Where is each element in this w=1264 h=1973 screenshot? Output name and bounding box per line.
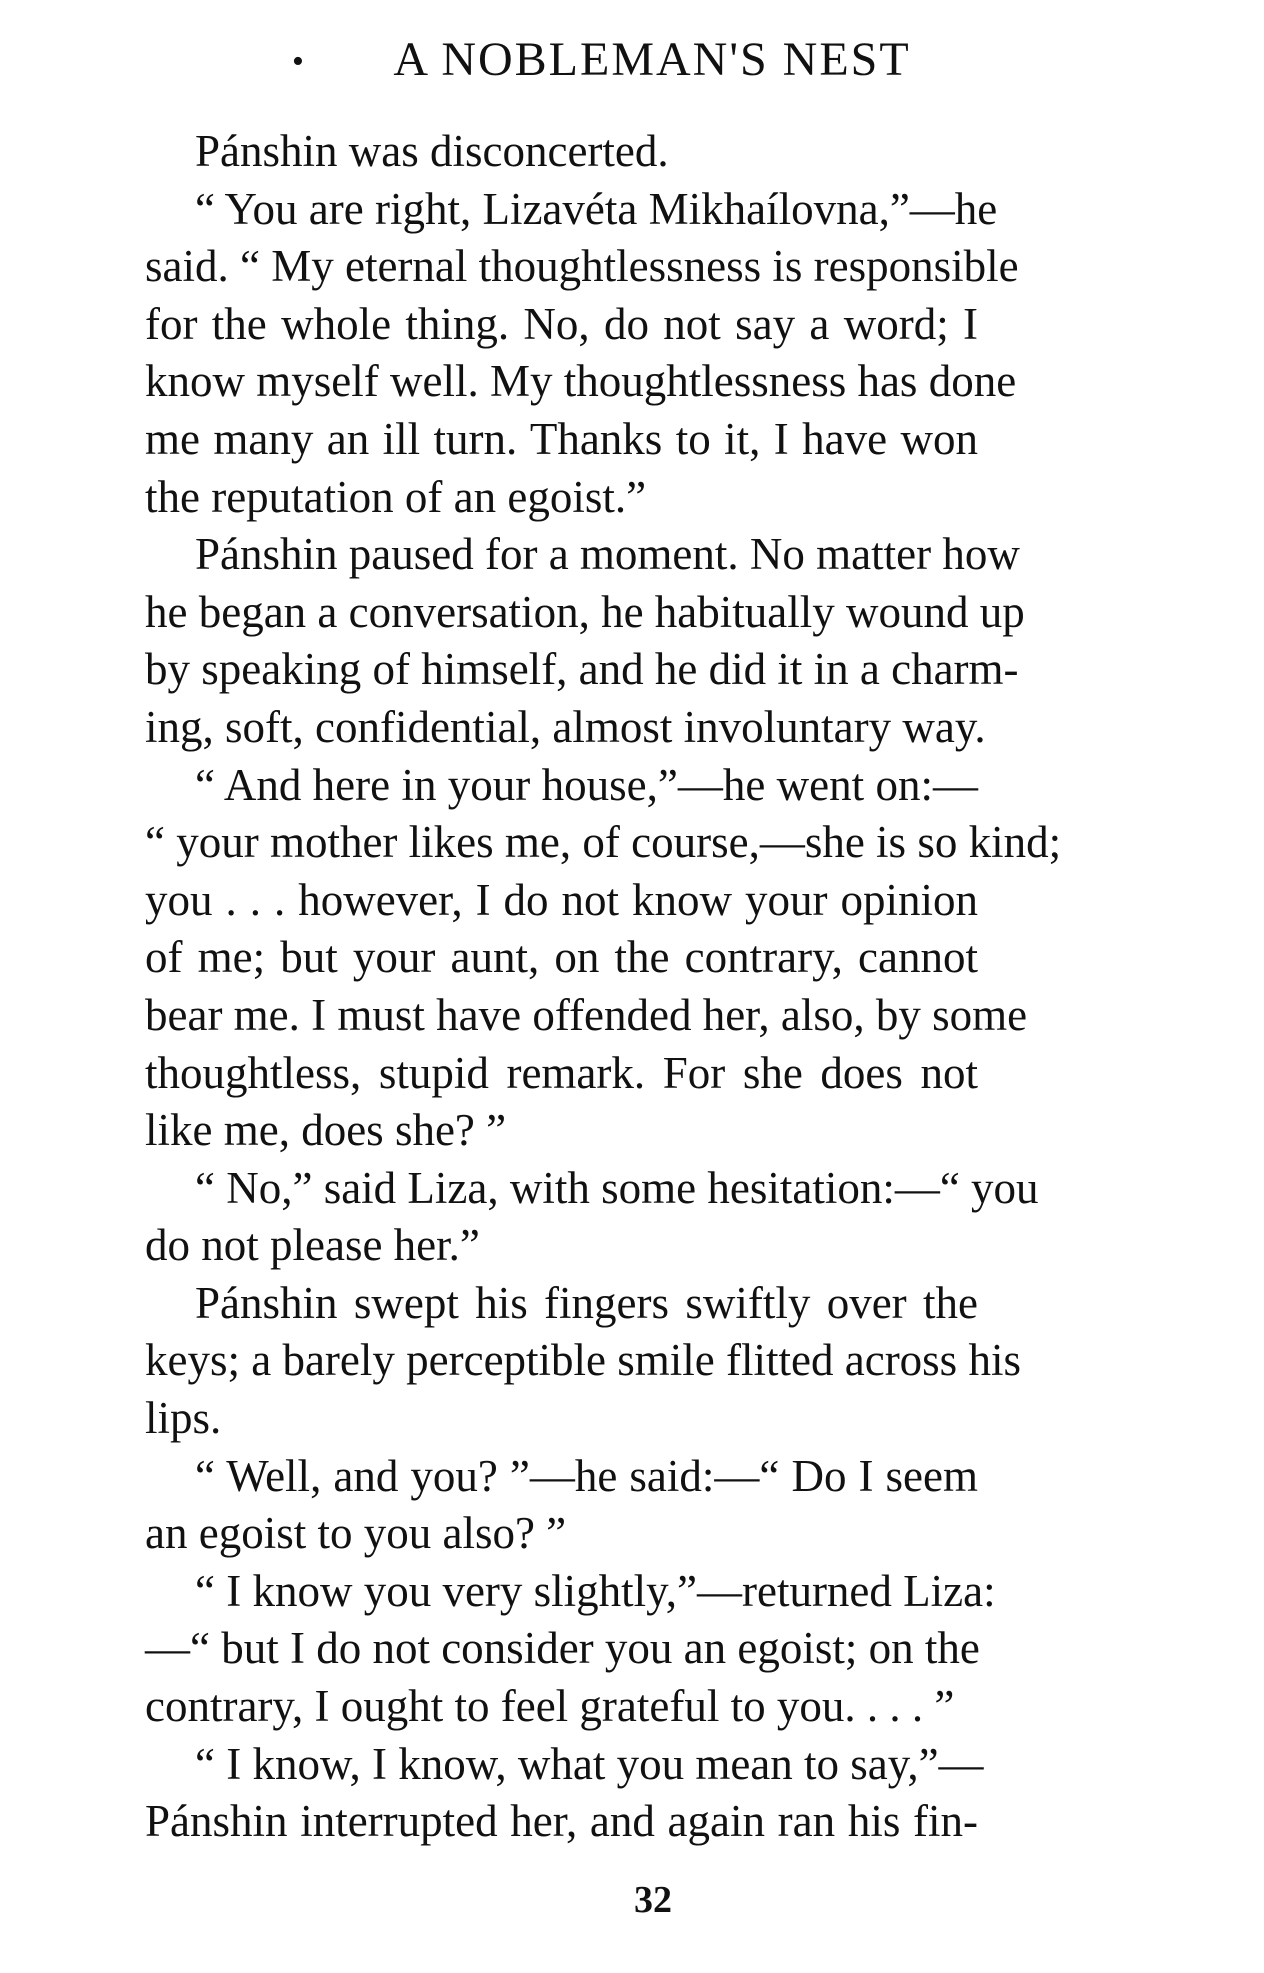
text-line: an egoist to you also? ”: [145, 1508, 567, 1559]
text-line: —“ but I do not consider you an egoist; on the: [145, 1623, 980, 1674]
text-line: by speaking of himself, and he did it in a charm-: [145, 644, 1019, 695]
text-line: Pánshin was disconcerted.: [195, 126, 669, 176]
text-line: “ Well, and you? ”—he said:—“ Do I seem: [195, 1450, 978, 1501]
text-line: “ You are right, Lizavéta Mikhaílovna,”—he: [195, 183, 998, 234]
text-line: contrary, I ought to feel grateful to you. . . . ”: [145, 1681, 955, 1732]
page-number: 32: [634, 1879, 672, 1921]
text-line: of me; but your aunt, on the contrary, cannot: [145, 932, 978, 983]
text-line: thoughtless, stupid remark. For she does not: [145, 1047, 978, 1098]
text-line: “ And here in your house,”—he went on:—: [195, 759, 978, 810]
text-line: said. “ My eternal thoughtlessness is responsible: [145, 241, 1019, 292]
header-ornament: •: [292, 43, 306, 80]
text-line: the reputation of an egoist.”: [145, 471, 647, 522]
text-line: bear me. I must have offended her, also, by some: [145, 989, 1028, 1040]
text-line: keys; a barely perceptible smile flitted across his: [145, 1335, 1021, 1386]
text-line: Pánshin paused for a moment. No matter how: [195, 529, 1020, 580]
text-line: me many an ill turn. Thanks to it, I have won: [145, 413, 978, 464]
text-line: know myself well. My thoughtlessness has done: [145, 356, 1017, 407]
text-line: “ I know, I know, what you mean to say,”—: [195, 1738, 984, 1789]
running-title: A NOBLEMAN'S NEST: [393, 33, 911, 86]
text-line: ing, soft, confidential, almost involuntary way.: [145, 701, 986, 752]
text-line: he began a conversation, he habitually wound up: [145, 586, 1025, 637]
body-text: [145, 123, 1062, 1851]
text-line: do not please her.”: [145, 1220, 480, 1271]
text-line: you . . . however, I do not know your opinion: [145, 874, 978, 925]
text-line: for the whole thing. No, do not say a word; I: [145, 298, 978, 349]
text-line: lips.: [145, 1393, 222, 1444]
text-line: “ your mother likes me, of course,—she is so kind;: [145, 817, 1062, 868]
text-line: Pánshin swept his fingers swiftly over the: [195, 1277, 978, 1328]
text-line: “ I know you very slightly,”—returned Liza:: [195, 1565, 996, 1616]
text-line: Pánshin interrupted her, and again ran his fin-: [145, 1796, 978, 1847]
text-line: like me, does she? ”: [145, 1105, 507, 1156]
running-head: [0, 30, 1264, 90]
text-line: “ No,” said Liza, with some hesitation:—“ you: [195, 1162, 1039, 1213]
